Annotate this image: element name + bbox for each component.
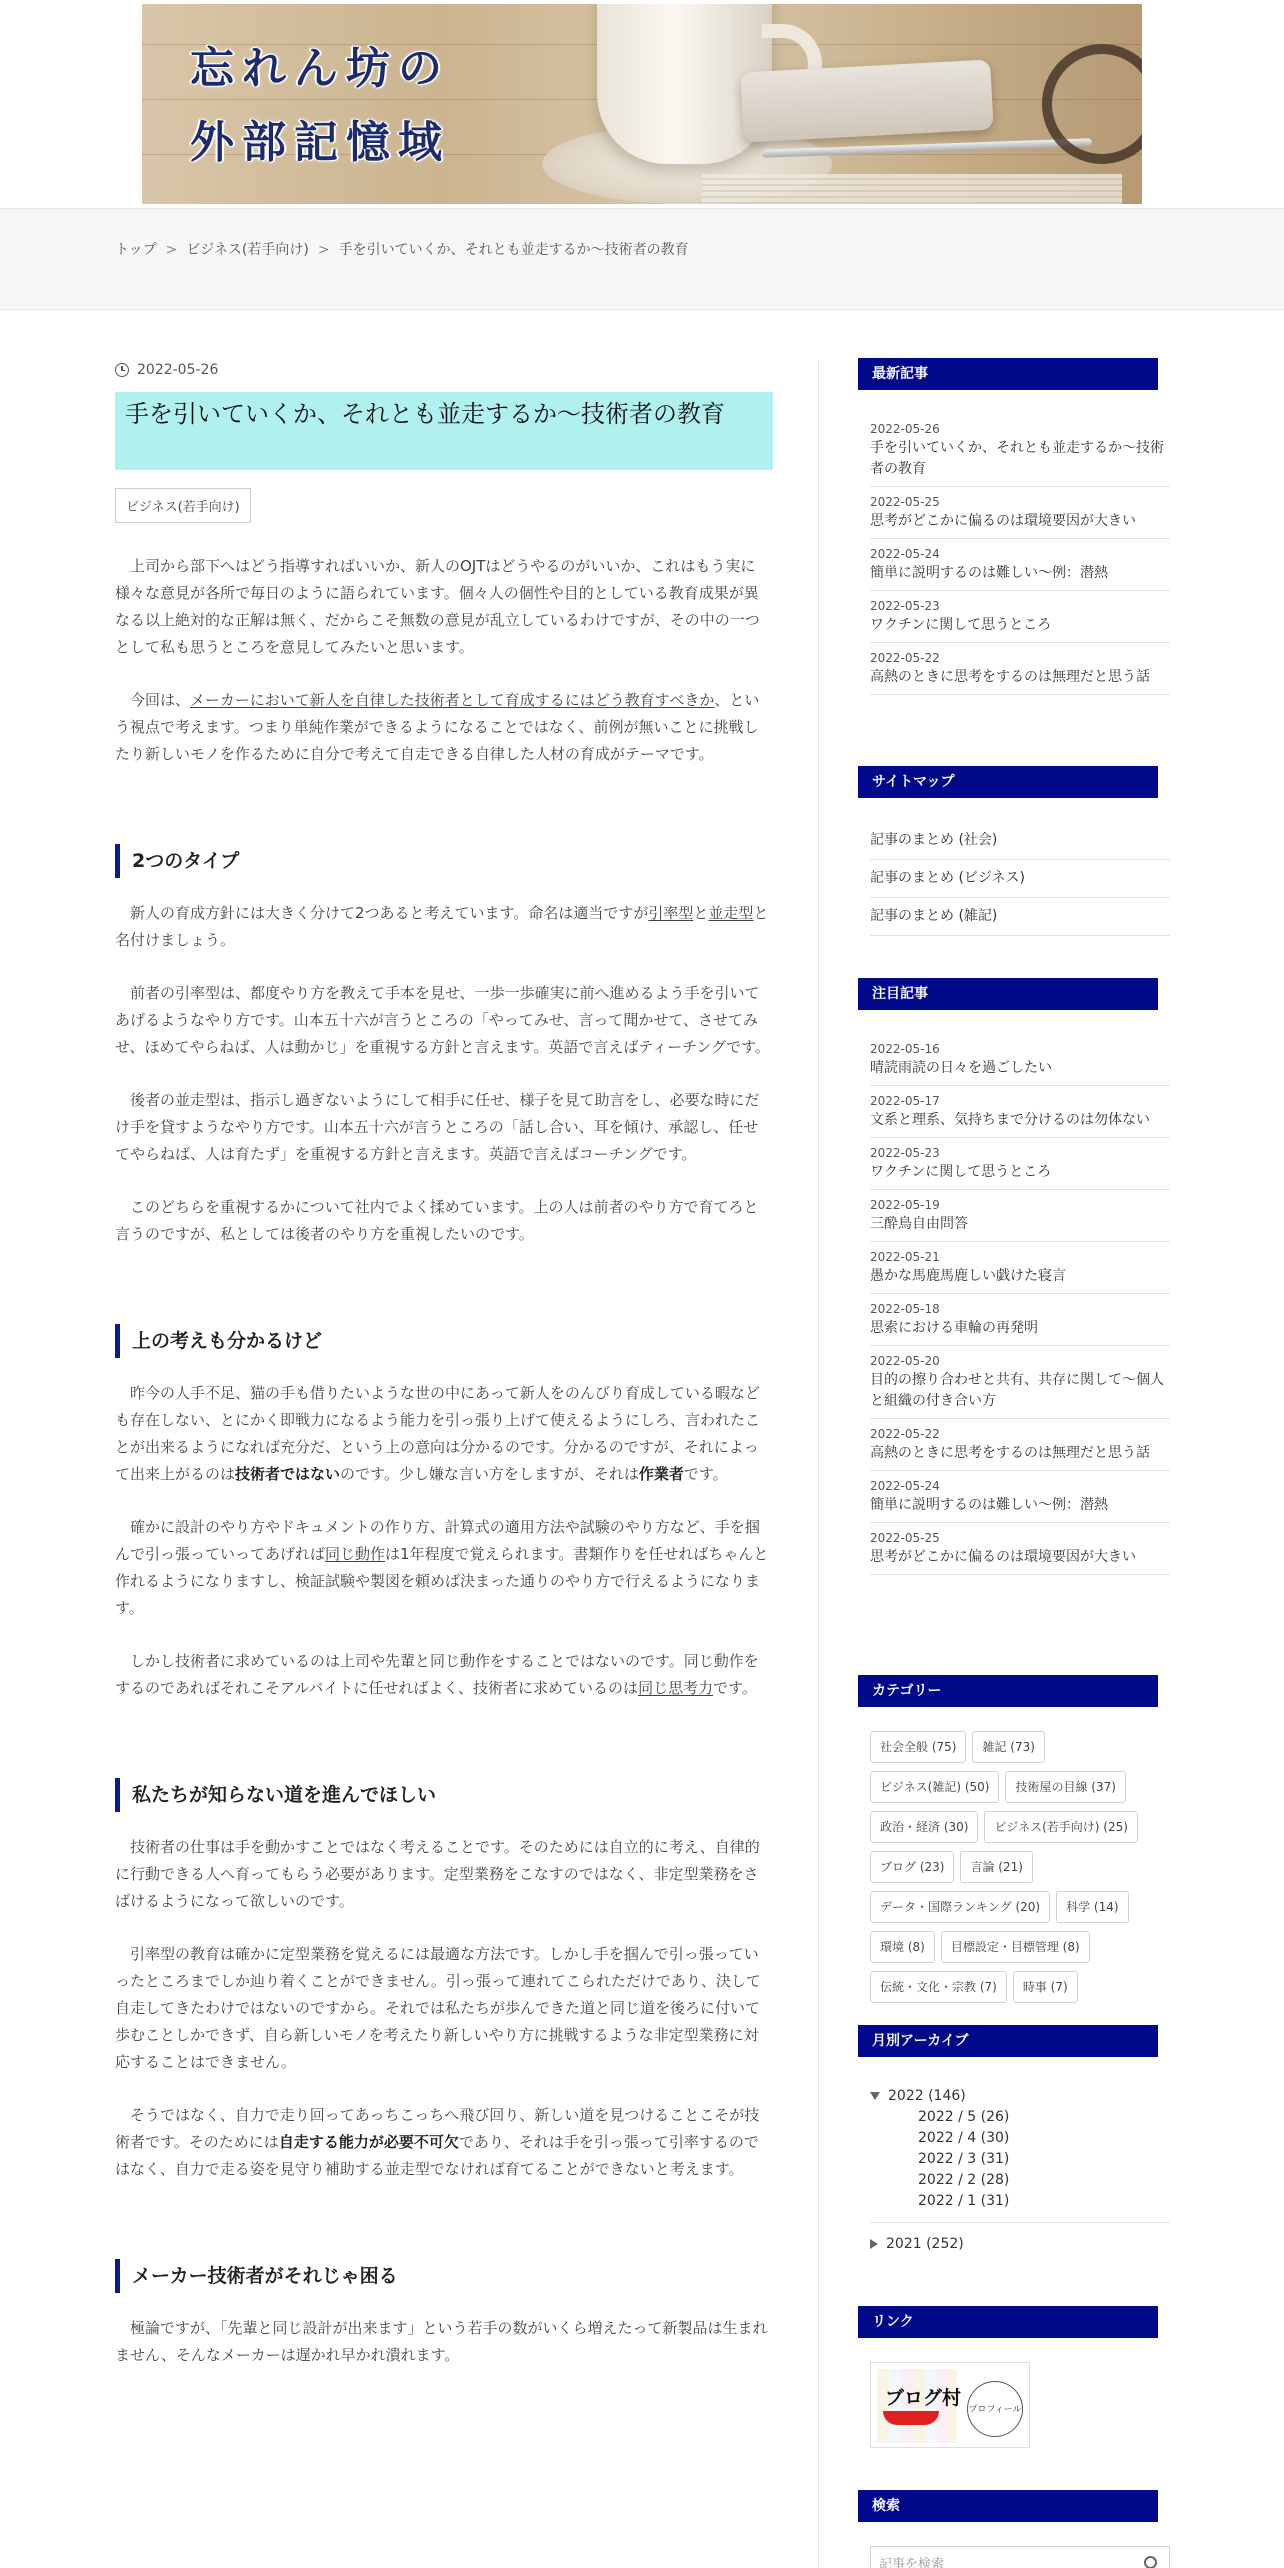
underlined-phrase: 引率型 — [648, 904, 694, 922]
recent-post-title[interactable]: 手を引いていくか、それとも並走するか～技術者の教育 — [870, 440, 1164, 477]
sitemap-list — [858, 822, 1170, 936]
sitemap-link[interactable]: 記事のまとめ (雑記) — [870, 898, 1170, 936]
featured-post-title[interactable]: 思索における車輪の再発明 — [870, 1320, 1038, 1336]
archive-year-2021[interactable] — [870, 2233, 1170, 2255]
recent-post-date: 2022-05-25 — [870, 495, 940, 509]
featured-post-title[interactable]: 簡単に説明するのは難しい～例：潜熱 — [870, 1497, 1108, 1513]
featured-post-title[interactable]: 晴読雨読の日々を過ごしたい — [870, 1060, 1052, 1076]
category-tag[interactable]: ビジネス(若手向け) (25) — [984, 1811, 1137, 1843]
featured-post-item[interactable] — [870, 1471, 1170, 1523]
paragraph: 技術者の仕事は手を動かすことではなく考えることです。そのためには自立的に考え、自律的に行動できる人へ育ってもらう必要があります。定型業務をこなすのではなく、非定型業務をさばけるようになって欲しいのです。 — [115, 1838, 760, 1910]
category-list — [858, 1731, 1170, 2003]
sitemap-link[interactable]: 記事のまとめ (ビジネス) — [870, 860, 1170, 898]
paragraph: そうではなく、自力で走り回ってあっちこっちへ飛び回り、新しい道を見つけることこそが技術者です。そのためには自走する能力が必要不可欠であり、それは手を引っ張って引率するのではなく、自力で走る姿を見守り補助する並走型でなければ育てることができないと考えます。 — [115, 2106, 760, 2178]
recent-posts-list — [858, 414, 1170, 695]
featured-post-date: 2022-05-18 — [870, 1302, 940, 1316]
category-tag[interactable]: 目標設定・目標管理 (8) — [941, 1931, 1090, 1963]
featured-post-title[interactable]: 思考がどこかに偏るのは環境要因が大きい — [870, 1549, 1136, 1565]
clock-icon — [115, 363, 129, 377]
paragraph: 今回は、メーカーにおいて新人を自律した技術者として育成するにはどう教育すべきか、という視点で考えます。つまり単純作業ができるようになることではなく、前例が無いことに挑戦したり新しいモノを作るために自分で考えて自走できる自律した人材の育成がテーマです。 — [115, 691, 760, 763]
underlined-phrase: 同じ動作 — [325, 1545, 386, 1563]
featured-post-item[interactable] — [870, 1523, 1170, 1575]
recent-post-item[interactable] — [870, 487, 1170, 539]
archive-month-link[interactable]: 2022 / 1 (31) — [918, 2193, 1010, 2209]
widget-links — [858, 2306, 1170, 2448]
category-tag[interactable]: 技術屋の目線 (37) — [1005, 1771, 1125, 1803]
featured-post-item[interactable] — [870, 1190, 1170, 1242]
section-heading: 2つのタイプ — [115, 844, 773, 878]
section-heading: メーカー技術者がそれじゃ困る — [115, 2259, 773, 2293]
breadcrumb-separator: > — [165, 242, 178, 258]
archive-month-link[interactable]: 2022 / 2 (28) — [918, 2172, 1010, 2188]
recent-post-title[interactable]: 思考がどこかに偏るのは環境要因が大きい — [870, 513, 1136, 529]
featured-post-item[interactable] — [870, 1138, 1170, 1190]
featured-post-item[interactable] — [870, 1086, 1170, 1138]
paragraph: 上司から部下へはどう指導すればいいか、新人のOJTはどうやるのがいいか、これはもう実に様々な意見が各所で毎日のように語られています。個々人の個性や目的としている教育成果が異なる以上絶対的な正解は無く、だからこそ無数の意見が乱立しているわけですが、その中の一つとして私も思うところを意見してみたいと思います。 — [115, 557, 760, 656]
breadcrumb-category-link[interactable]: ビジネス(若手向け) — [186, 242, 309, 258]
recent-post-item[interactable] — [870, 414, 1170, 487]
profile-circle: プロフィール — [967, 2381, 1023, 2437]
divider — [870, 2222, 1170, 2223]
banner-phone-image — [740, 60, 993, 143]
paragraph: 極論ですが、「先輩と同じ設計が出来ます」という若手の数がいくら増えたって新製品は生まれません、そんなメーカーは遅かれ早かれ潰れます。 — [115, 2319, 768, 2364]
underlined-phrase: 同じ思考力 — [638, 1679, 714, 1697]
search-box — [870, 2546, 1170, 2568]
category-tag[interactable]: 雑記 (73) — [972, 1731, 1044, 1763]
featured-post-item[interactable] — [870, 1346, 1170, 1419]
featured-post-date: 2022-05-21 — [870, 1250, 940, 1264]
widget-search — [858, 2490, 1170, 2568]
featured-post-date: 2022-05-24 — [870, 1479, 940, 1493]
featured-post-title[interactable]: 高熱のときに思考をするのは無理だと思う話 — [870, 1445, 1150, 1461]
featured-post-title[interactable]: 目的の擦り合わせと共有、共存に関して～個人と組織の付き合い方 — [870, 1372, 1164, 1409]
paragraph: 昨今の人手不足、猫の手も借りたいような世の中にあって新人をのんびり育成している暇なども存在しない、とにかく即戦力になるよう能力を引っ張り上げて使えるようにしろ、言われたことが出来るようになれば充分だ、という上の意向は分かるのです。分かるのですが、それによって出来上がるのは技術者ではないのです。少し嫌な言い方をしますが、それは作業者です。 — [115, 1384, 761, 1483]
category-tag[interactable]: 伝統・文化・宗教 (7) — [870, 1971, 1007, 2003]
expanded-triangle-icon — [870, 2092, 880, 2100]
recent-post-title[interactable]: ワクチンに関して思うところ — [870, 617, 1052, 633]
widget-sitemap — [858, 766, 1170, 936]
column-divider — [818, 360, 819, 2568]
underlined-phrase: メーカーにおいて新人を自律した技術者として育成するにはどう教育すべきか — [190, 691, 715, 709]
widget-monthly-archive — [858, 2025, 1170, 2255]
category-tag[interactable]: 言論 (21) — [960, 1851, 1032, 1883]
recent-post-item[interactable] — [870, 643, 1170, 695]
post-title: 手を引いていくか、それとも並走するか～技術者の教育 — [115, 392, 773, 470]
widget-title: カテゴリー — [858, 1675, 1158, 1707]
archive-month-list — [870, 2107, 1170, 2212]
breadcrumb — [115, 239, 689, 259]
paragraph: 前者の引率型は、都度やり方を教えて手本を見せ、一歩一歩確実に前へ進めるよう手を引いてあげるようなやり方です。山本五十六が言うところの「やってみせ、言って聞かせて、させてみせ、ほめてやらねば、人は動かじ」を重視する方針と言えます。英語で言えばティーチングです。 — [115, 984, 770, 1056]
category-tag[interactable]: 政治・経済 (30) — [870, 1811, 978, 1843]
category-tag[interactable]: ブログ (23) — [870, 1851, 954, 1883]
recent-post-date: 2022-05-26 — [870, 422, 940, 436]
header-banner[interactable] — [142, 4, 1142, 204]
paragraph: 引率型の教育は確かに定型業務を覚えるには最適な方法です。しかし手を掴んで引っ張っていったところまでしか辿り着くことができません。引っ張って連れてこられただけであり、決して自走してきたわけではないのですから。それでは私たちが歩んできた道と同じ道を後ろに付いて歩むことしかできず、自ら新しいモノを考えたり新しいやり方に挑戦するような非定型業務に対応することはできません。 — [115, 1945, 761, 2071]
section-heading: 上の考えも分かるけど — [115, 1324, 773, 1358]
featured-post-title[interactable]: ワクチンに関して思うところ — [870, 1164, 1052, 1180]
recent-post-item[interactable] — [870, 539, 1170, 591]
recent-post-title[interactable]: 高熱のときに思考をするのは無理だと思う話 — [870, 669, 1150, 685]
article — [115, 360, 773, 2369]
archive-month-link[interactable]: 2022 / 3 (31) — [918, 2151, 1010, 2167]
featured-post-title[interactable]: 愚かな馬鹿馬鹿しい戯けた寝言 — [870, 1268, 1066, 1284]
featured-post-date: 2022-05-17 — [870, 1094, 940, 1108]
featured-post-item[interactable] — [870, 1419, 1170, 1471]
breadcrumb-current: 手を引いていくか、それとも並走するか～技術者の教育 — [338, 242, 689, 258]
banner-newspaper-image — [702, 174, 1122, 204]
paragraph: しかし技術者に求めているのは上司や先輩と同じ動作をすることではないのです。同じ動作をするのであればそれこそアルバイトに任せればよく、技術者に求めているのは同じ思考力です。 — [115, 1652, 759, 1697]
recent-post-item[interactable] — [870, 591, 1170, 643]
recent-post-date: 2022-05-23 — [870, 599, 940, 613]
breadcrumb-home-link[interactable]: トップ — [115, 242, 157, 258]
archive-month-link[interactable]: 2022 / 5 (26) — [918, 2109, 1010, 2125]
site-title[interactable] — [190, 32, 450, 180]
widget-title: 注目記事 — [858, 978, 1158, 1010]
category-tag[interactable]: ビジネス(雑記) (50) — [870, 1771, 999, 1803]
recent-post-date: 2022-05-22 — [870, 651, 940, 665]
category-tag[interactable]: データ・国際ランキング (20) — [870, 1891, 1050, 1923]
widget-recent-posts — [858, 358, 1170, 695]
recent-post-date: 2022-05-24 — [870, 547, 940, 561]
archive-year-label: 2022 (146) — [888, 2088, 966, 2104]
paragraph: 確かに設計のやり方やドキュメントの作り方、計算式の適用方法や試験のやり方など、手を掴んで引っ張っていってあげれば同じ動作は1年程度で覚えられます。書類作りを任せればちゃんと作れるようになりますし、検証試験や製図を頼めば決まった通りのやり方で行えるようになります。 — [115, 1518, 769, 1617]
widget-categories — [858, 1675, 1170, 2003]
widget-title: リンク — [858, 2306, 1158, 2338]
archive-year-2022[interactable] — [870, 2085, 1170, 2107]
search-icon[interactable] — [1144, 2556, 1157, 2568]
featured-post-item[interactable] — [870, 1034, 1170, 1086]
breadcrumb-separator: > — [317, 242, 330, 258]
blogmura-banner[interactable] — [870, 2362, 1030, 2448]
site-title-line1: 忘れん坊の — [190, 43, 450, 94]
archive-year-label: 2021 (252) — [886, 2236, 964, 2252]
category-tag[interactable]: 科学 (14) — [1056, 1891, 1128, 1923]
site-header — [0, 0, 1284, 208]
blogmura-text: ブログ村 — [885, 2387, 962, 2409]
site-title-line2: 外部記憶域 — [190, 117, 450, 168]
featured-post-item[interactable] — [870, 1294, 1170, 1346]
paragraph: このどちらを重視するかについて社内でよく揉めています。上の人は前者のやり方で育てろと言うのですが、私としては後者のやり方を重視したいのです。 — [115, 1198, 759, 1243]
blogmura-logo-mark — [883, 2411, 939, 2425]
post-date-text: 2022-05-26 — [137, 362, 219, 378]
post-date — [115, 360, 773, 380]
archive-month-link[interactable]: 2022 / 4 (30) — [918, 2130, 1010, 2146]
featured-post-date: 2022-05-23 — [870, 1146, 940, 1160]
paragraph: 新人の育成方針には大きく分けて2つあると考えています。命名は適当ですが引率型と並走型と名付けましょう。 — [115, 904, 769, 949]
recent-post-title[interactable]: 簡単に説明するのは難しい～例：潜熱 — [870, 565, 1108, 581]
featured-post-date: 2022-05-16 — [870, 1042, 940, 1056]
featured-post-title[interactable]: 文系と理系、気持ちまで分けるのは勿体ない — [870, 1112, 1150, 1128]
collapsed-triangle-icon — [870, 2239, 878, 2249]
featured-post-item[interactable] — [870, 1242, 1170, 1294]
widget-title: 検索 — [858, 2490, 1158, 2522]
category-tag[interactable]: 環境 (8) — [870, 1931, 935, 1963]
featured-post-date: 2022-05-22 — [870, 1427, 940, 1441]
widget-title: 最新記事 — [858, 358, 1158, 390]
search-input[interactable] — [871, 2547, 1121, 2568]
featured-post-date: 2022-05-20 — [870, 1354, 940, 1368]
category-tag[interactable]: 時事 (7) — [1013, 1971, 1078, 2003]
widget-title: 月別アーカイブ — [858, 2025, 1158, 2057]
featured-post-title[interactable]: 三酔鳥自由問答 — [870, 1216, 968, 1232]
breadcrumb-bar — [0, 208, 1284, 310]
category-tag[interactable]: 社会全般 (75) — [870, 1731, 966, 1763]
underlined-phrase: 並走型 — [708, 904, 754, 922]
widget-title: サイトマップ — [858, 766, 1158, 798]
featured-posts-list — [858, 1034, 1170, 1575]
archive-tree — [858, 2085, 1170, 2255]
widget-featured-posts — [858, 978, 1170, 1575]
featured-post-date: 2022-05-19 — [870, 1198, 940, 1212]
paragraph: 後者の並走型は、指示し過ぎないようにして相手に任せ、様子を見て助言をし、必要な時にだけ手を貸すようなやり方です。山本五十六が言うところの「話し合い、耳を傾け、承認し、任せてやらねば、人は育たず」を重視する方針と言えます。英語で言えばコーチングです。 — [115, 1091, 760, 1163]
section-heading: 私たちが知らない道を進んでほしい — [115, 1778, 773, 1812]
featured-post-date: 2022-05-25 — [870, 1531, 940, 1545]
post-category-tag[interactable]: ビジネス(若手向け) — [115, 488, 251, 523]
sitemap-link[interactable]: 記事のまとめ (社会) — [870, 822, 1170, 860]
